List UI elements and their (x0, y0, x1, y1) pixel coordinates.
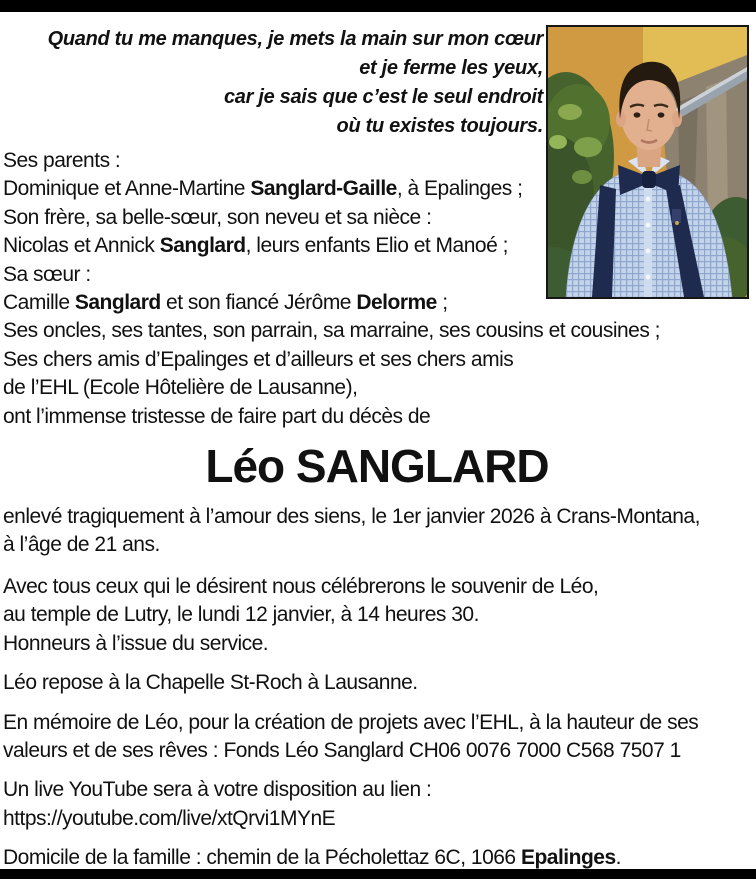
family-line: Son frère, sa belle-sœur, son neveu et sa nièce : (3, 205, 432, 229)
memorial-quote (3, 25, 543, 141)
family-line: Ses oncles, ses tantes, son parrain, sa marraine, ses cousins et cousines ; (3, 319, 661, 343)
family-list (3, 147, 543, 317)
family-line: Dominique et Anne-Martine Sanglard-Gaille, à Epalinges ; (3, 177, 523, 201)
youtube-live-info: Un live YouTube sera à votre disposition au lien : https://youtube.com/live/xtQrvi1MYnE (3, 776, 751, 833)
quote-line: car je sais que c’est le seul endroit (223, 86, 543, 108)
deceased-name: Léo SANGLARD (205, 440, 549, 493)
quote-line: et je ferme les yeux, (359, 57, 543, 79)
quote-line: Quand tu me manques, je mets la main sur mon cœur (47, 28, 543, 50)
family-line: Camille Sanglard et son fiancé Jérôme Delorme ; (3, 291, 448, 315)
quote-line: où tu existes toujours. (336, 115, 543, 137)
memorial-fund-info: En mémoire de Léo, pour la création de projets avec l’EHL, à la hauteur de ses valeurs et de ses rêves : Fonds Léo Sanglard CH06 0076 7000 C568 7507 1 (3, 710, 699, 762)
family-line: Sa sœur : (3, 262, 91, 286)
family-line: Nicolas et Annick Sanglard, leurs enfants Elio et Manoé ; (3, 234, 508, 258)
repose-info: Léo repose à la Chapelle St-Roch à Lausanne. (3, 671, 418, 695)
family-address: Domicile de la famille : chemin de la Pécholettaz 6C, 1066 Epalinges. (3, 846, 621, 870)
family-list-continued (3, 317, 751, 431)
bottom-border-bar (0, 869, 756, 879)
ceremony-info: Avec tous ceux qui le désirent nous célébrerons le souvenir de Léo, au temple de Lutry, le lundi 12 janvier, à 14 heures 30. Honneurs à l’issue du service. (3, 574, 599, 655)
announcement-body (3, 13, 751, 881)
death-notice: enlevé tragiquement à l’amour des siens, le 1er janvier 2026 à Crans-Montana, à l’âge de 21 ans. (3, 505, 700, 557)
family-line: ont l’immense tristesse de faire part du décès de (3, 404, 431, 428)
family-line: Ses chers amis d’Epalinges et d’ailleurs et ses chers amis (3, 347, 514, 371)
youtube-live-url: https://youtube.com/live/xtQrvi1MYnE (3, 806, 336, 830)
top-border-bar (0, 0, 756, 12)
family-line: Ses parents : (3, 149, 121, 172)
family-line: de l’EHL (Ecole Hôtelière de Lausanne), (3, 376, 358, 400)
